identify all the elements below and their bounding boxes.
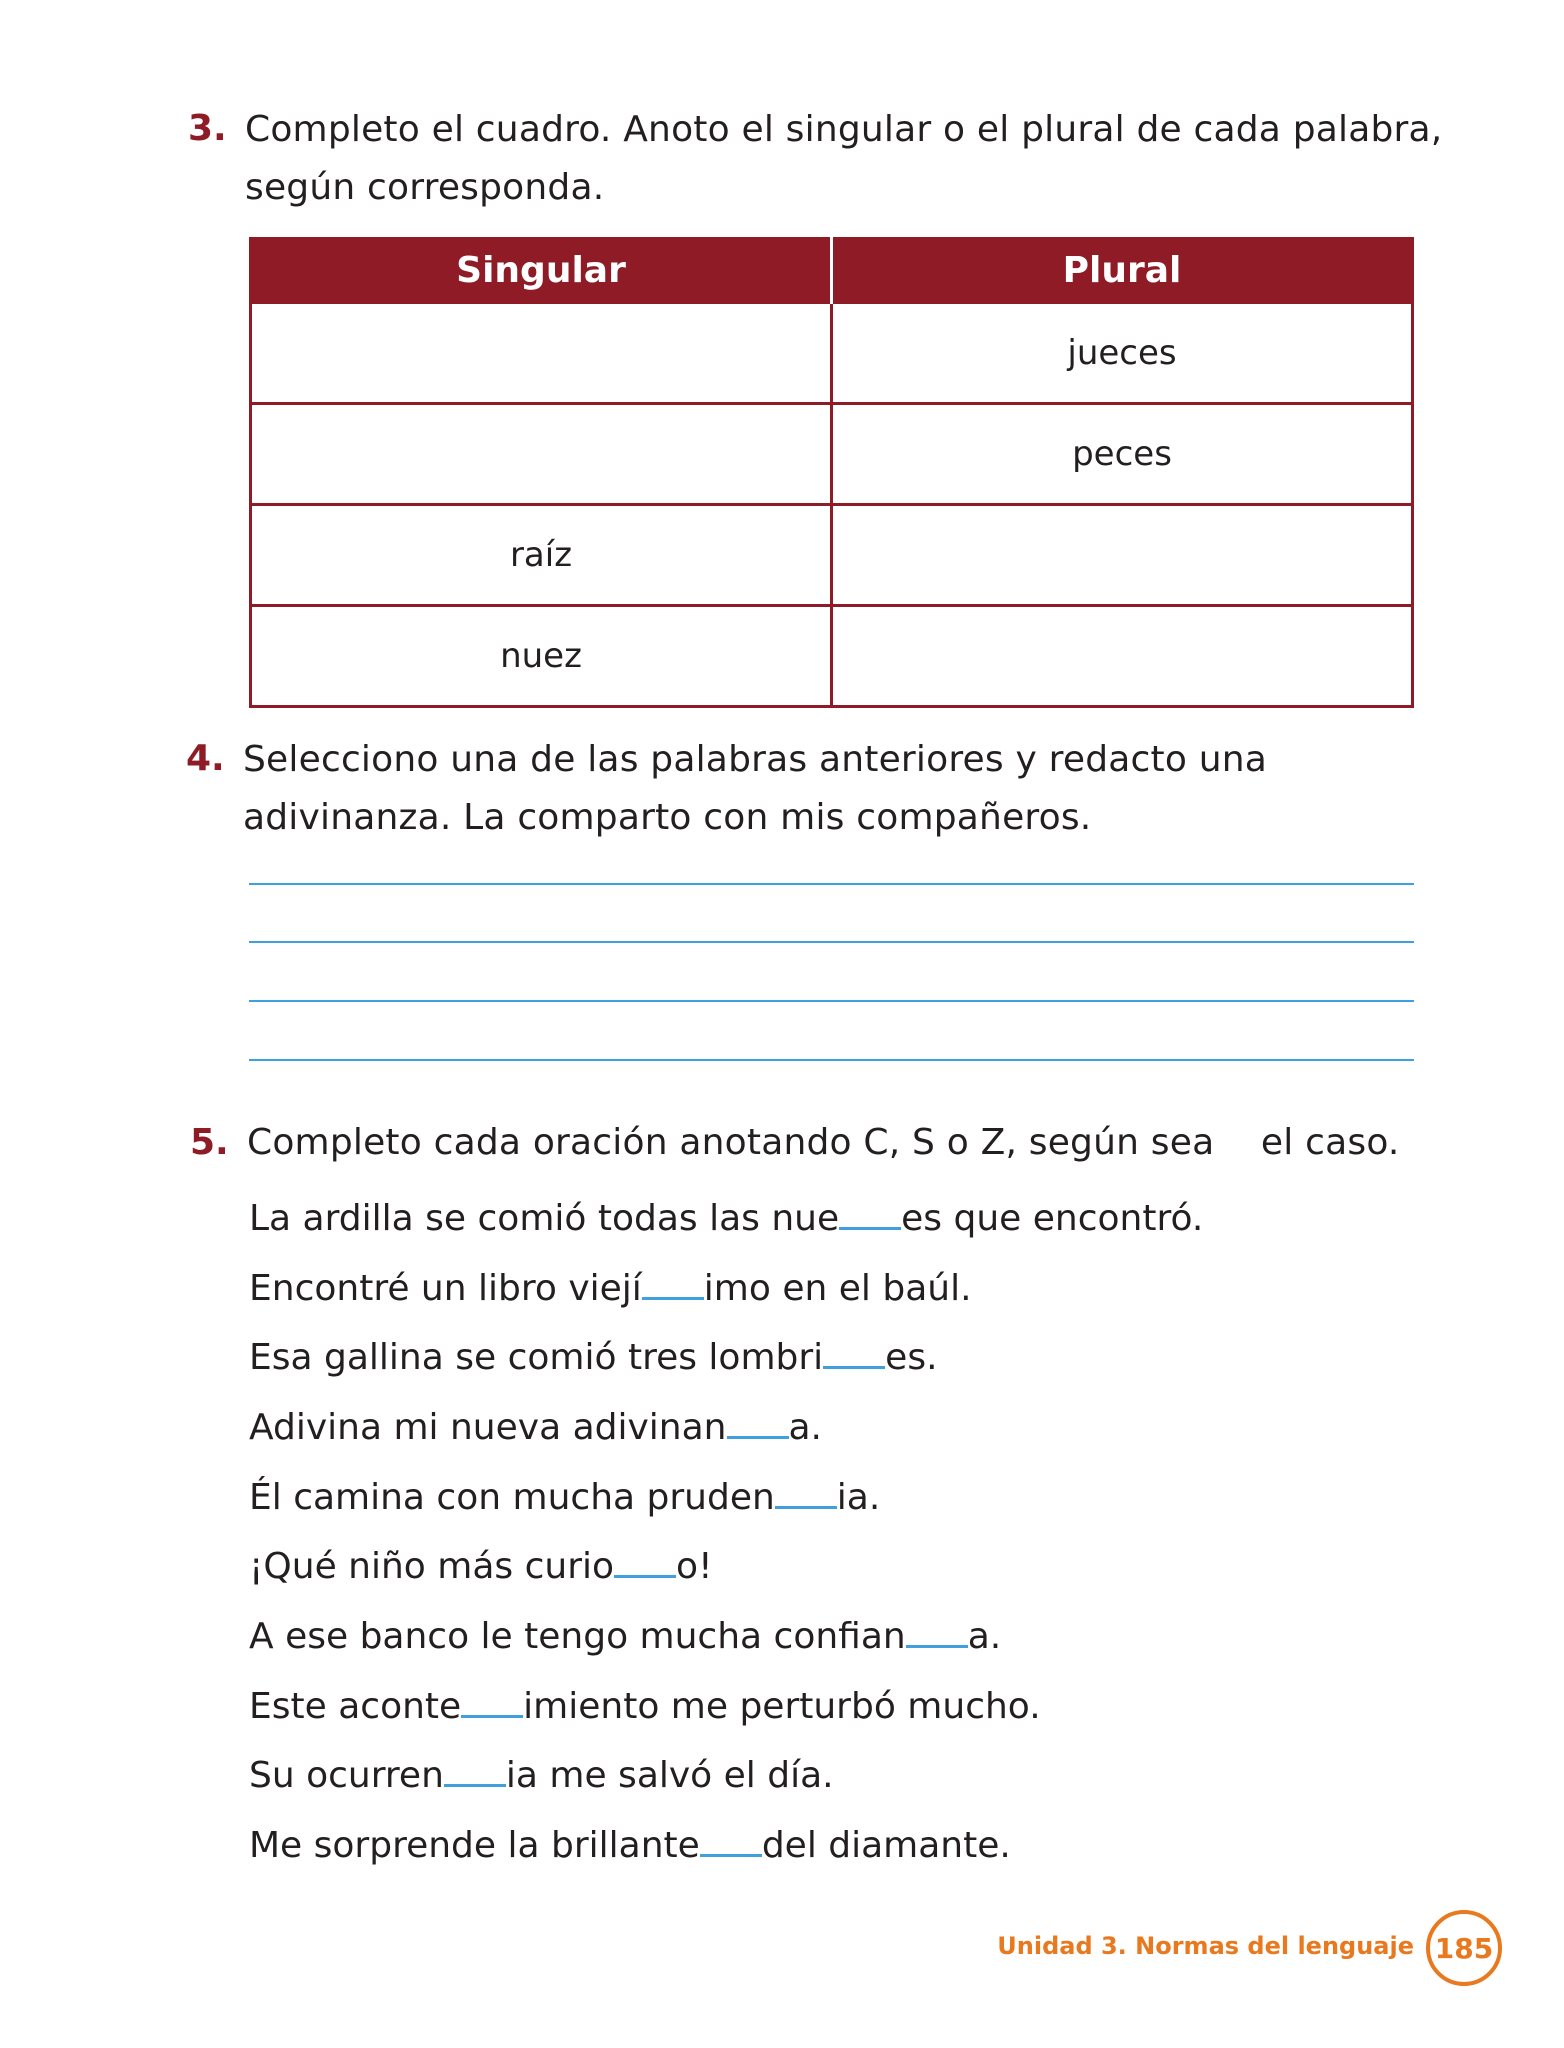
sentence-text: La ardilla se comió todas las nue — [249, 1198, 840, 1239]
table-header-row — [251, 239, 1413, 303]
footer-unit-label: Unidad 3. Normas del lenguaje — [997, 1932, 1414, 1960]
exercise-number: 4. — [186, 738, 225, 779]
sentence-text: es. — [885, 1337, 938, 1378]
exercise-instruction-line: Completo el cuadro. Anoto el singular o el plural de cada palabra, — [245, 109, 1443, 150]
sentence-text: del diamante. — [761, 1825, 1011, 1866]
table-cell-singular: nuez — [251, 606, 832, 707]
letter-blank[interactable] — [642, 1272, 704, 1300]
sentence-text: Él camina con mucha pruden — [249, 1477, 775, 1518]
table-cell-plural: jueces — [832, 303, 1413, 404]
sentence-text: o! — [676, 1546, 713, 1587]
sentence-text: ia me salvó el día. — [505, 1755, 834, 1796]
exercise-instruction-line: según corresponda. — [245, 167, 605, 208]
sentence-text: a. — [788, 1407, 823, 1448]
table-cell-plural: peces — [832, 404, 1413, 505]
letter-blank[interactable] — [727, 1411, 789, 1439]
table-cell-singular[interactable] — [251, 303, 832, 404]
writing-line[interactable] — [249, 883, 1414, 885]
sentence-item — [249, 1683, 1041, 1731]
table-header-singular: Singular — [251, 239, 832, 303]
writing-line[interactable] — [249, 1000, 1414, 1002]
table-cell-plural[interactable] — [832, 505, 1413, 606]
writing-line[interactable] — [249, 941, 1414, 943]
table-cell-singular[interactable] — [251, 404, 832, 505]
sentence-item — [249, 1822, 1011, 1870]
table-cell-plural[interactable] — [832, 606, 1413, 707]
exercise-number: 3. — [188, 108, 227, 149]
table-row — [251, 303, 1413, 404]
sentence-text: A ese banco le tengo mucha confian — [249, 1616, 906, 1657]
sentence-text: Adivina mi nueva adivinan — [249, 1407, 727, 1448]
letter-blank[interactable] — [839, 1202, 901, 1230]
sentence-text: a. — [967, 1616, 1002, 1657]
sentence-text: ia. — [836, 1477, 881, 1518]
sentence-text: imo en el baúl. — [703, 1268, 972, 1309]
sentence-item — [249, 1543, 713, 1591]
sentence-item — [249, 1752, 834, 1800]
sentence-item — [249, 1195, 1203, 1243]
table-header-plural: Plural — [832, 239, 1413, 303]
sentence-item — [249, 1404, 822, 1452]
singular-plural-table — [249, 237, 1414, 708]
table-row — [251, 505, 1413, 606]
letter-blank[interactable] — [906, 1620, 968, 1648]
sentence-text: imiento me perturbó mucho. — [523, 1686, 1041, 1727]
sentence-item — [249, 1474, 880, 1522]
exercise-instruction: Completo cada oración anotando C, S o Z, según sea el caso. — [247, 1122, 1400, 1163]
letter-blank[interactable] — [461, 1690, 523, 1718]
sentence-item — [249, 1334, 938, 1382]
letter-blank[interactable] — [823, 1341, 885, 1369]
sentence-item — [249, 1265, 972, 1313]
sentence-item — [249, 1613, 1001, 1661]
page-number-badge: 185 — [1426, 1910, 1502, 1986]
exercise-instruction-line: adivinanza. La comparto con mis compañeros. — [243, 797, 1092, 838]
exercise-instruction-line: Selecciono una de las palabras anteriores y redacto una — [243, 739, 1267, 780]
table-cell-singular: raíz — [251, 505, 832, 606]
exercise-number: 5. — [190, 1122, 229, 1163]
sentence-text: Me sorprende la brillante — [249, 1825, 700, 1866]
letter-blank[interactable] — [775, 1481, 837, 1509]
sentence-text: Esa gallina se comió tres lombri — [249, 1337, 824, 1378]
letter-blank[interactable] — [614, 1550, 676, 1578]
table-row — [251, 404, 1413, 505]
letter-blank[interactable] — [444, 1759, 506, 1787]
sentence-text: es que encontró. — [901, 1198, 1204, 1239]
sentence-text: Encontré un libro viejí — [249, 1268, 642, 1309]
writing-line[interactable] — [249, 1059, 1414, 1061]
sentence-text: Este aconte — [249, 1686, 462, 1727]
sentence-text: Su ocurren — [249, 1755, 444, 1796]
table-row — [251, 606, 1413, 707]
letter-blank[interactable] — [700, 1829, 762, 1857]
sentence-text: ¡Qué niño más curio — [249, 1546, 615, 1587]
